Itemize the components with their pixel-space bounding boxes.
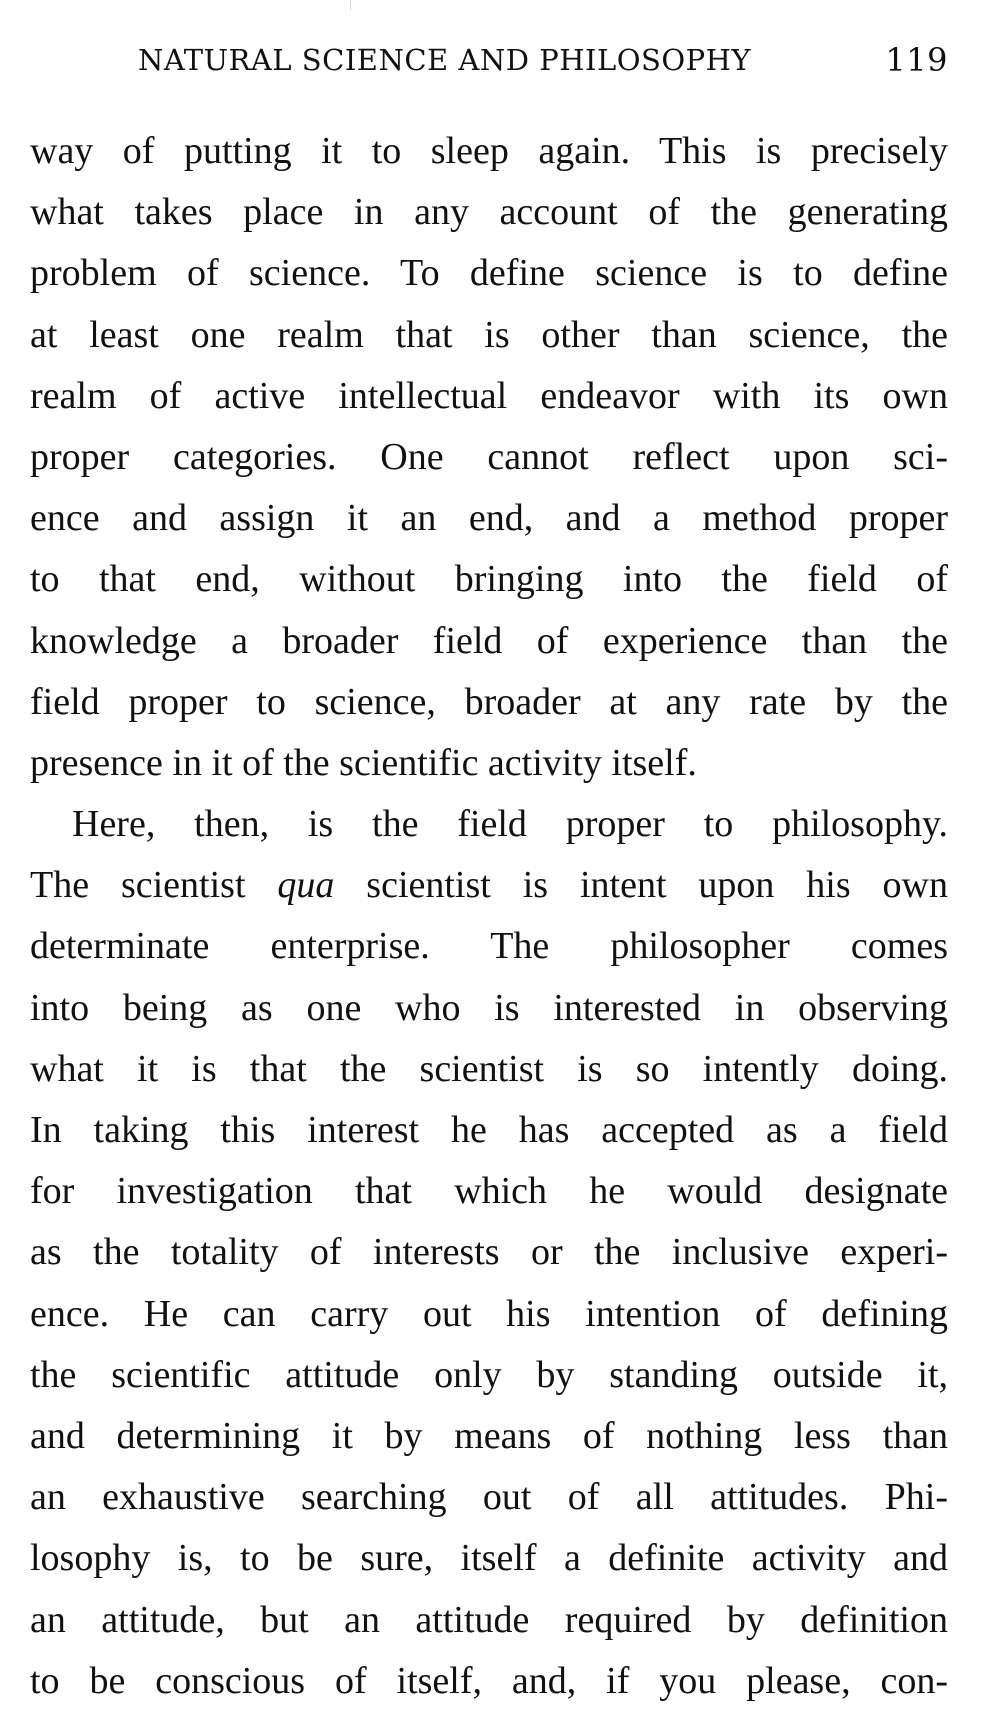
text-line: for investigation that which he would designate bbox=[30, 1170, 948, 1213]
text-line: losophy is, to be sure, itself a definite activity and bbox=[30, 1537, 948, 1580]
text-line: knowledge a broader field of experience than the bbox=[30, 619, 948, 662]
text-line: to be conscious of itself, and, if you please, con- bbox=[30, 1659, 948, 1702]
text-line: to that end, without bringing into the field of bbox=[30, 558, 948, 601]
text-line bbox=[30, 855, 948, 916]
text-line: ence and assign it an end, and a method proper bbox=[30, 497, 948, 540]
paragraph-first-line: Here, then, is the field proper to philosophy. bbox=[72, 803, 948, 846]
text-line: and determining it by means of nothing less than bbox=[30, 1414, 948, 1457]
text-line: what takes place in any account of the generating bbox=[30, 191, 948, 234]
text-line: realm of active intellectual endeavor with its own bbox=[30, 374, 948, 417]
scan-mark bbox=[350, 0, 351, 10]
text-line: the scientific attitude only by standing outside it, bbox=[30, 1353, 948, 1396]
text-line: presence in it of the scientific activity itself. bbox=[30, 741, 697, 784]
text-line: into being as one who is interested in observing bbox=[30, 986, 948, 1029]
text-line: ence. He can carry out his intention of defining bbox=[30, 1292, 948, 1335]
running-title: NATURAL SCIENCE AND PHILOSOPHY bbox=[138, 43, 752, 77]
text-line: proper categories. One cannot reflect upon sci- bbox=[30, 435, 948, 478]
text-line: an exhaustive searching out of all attitudes. Phi- bbox=[30, 1476, 948, 1519]
text-line: problem of science. To define science is to define bbox=[30, 252, 948, 295]
text-line: In taking this interest he has accepted as a field bbox=[30, 1109, 948, 1151]
text-line: an attitude, but an attitude required by definition bbox=[30, 1598, 948, 1641]
text-line: as the totality of interests or the inclusive experi- bbox=[30, 1231, 948, 1274]
body-text bbox=[30, 121, 948, 1712]
text-span: scientist is intent upon his own bbox=[334, 864, 948, 907]
text-line: at least one realm that is other than science, the bbox=[30, 313, 948, 356]
text-span: The scientist bbox=[30, 864, 278, 907]
text-line: way of putting it to sleep again. This is precisely bbox=[30, 130, 948, 172]
text-line: field proper to science, broader at any rate by the bbox=[30, 680, 948, 723]
text-line: what it is that the scientist is so intently doing. bbox=[30, 1047, 948, 1090]
page-number: 119 bbox=[885, 41, 948, 79]
italic-word: qua bbox=[277, 864, 335, 907]
text-line: determinate enterprise. The philosopher comes bbox=[30, 925, 948, 968]
